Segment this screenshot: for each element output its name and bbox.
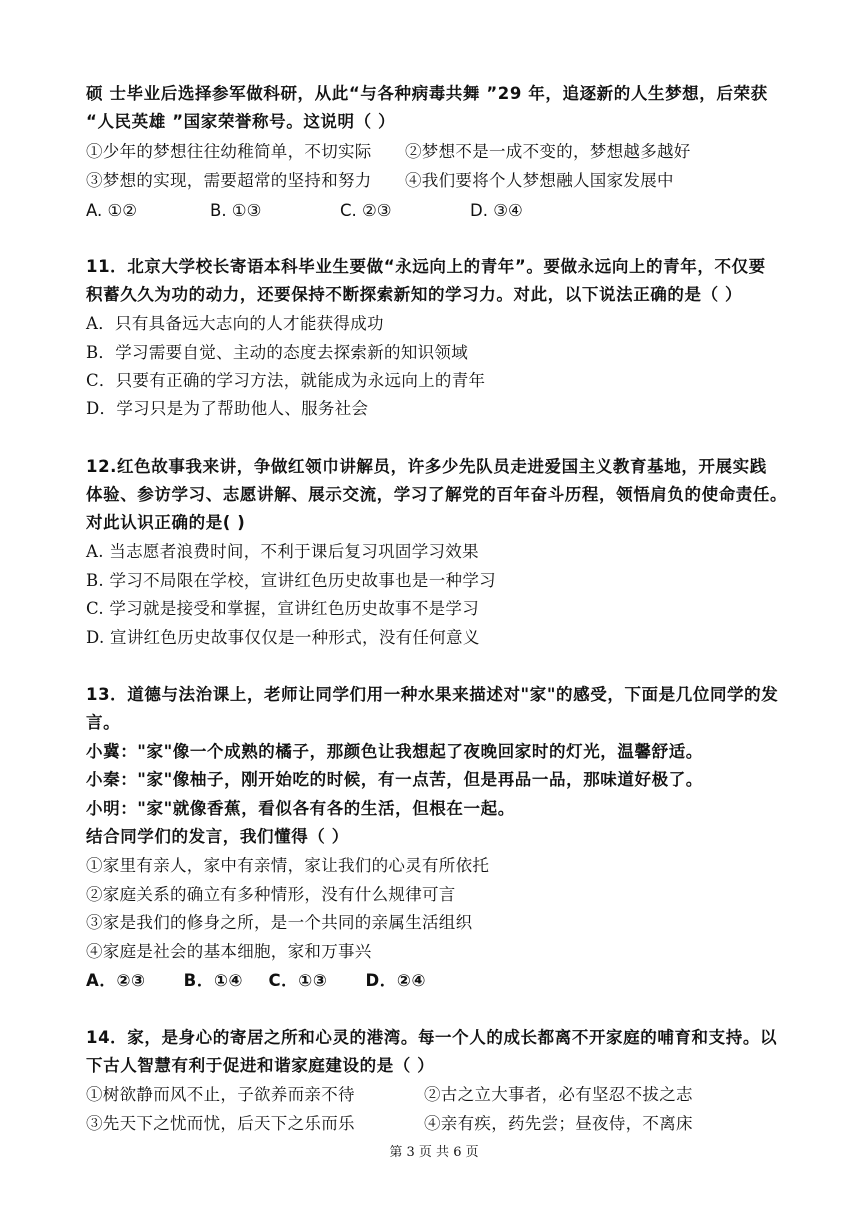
q13-statement-3: ③家是我们的修身之所，是一个共同的亲属生活组织 bbox=[86, 913, 473, 932]
q12-stem-line2: 体验、参访学习、志愿讲解、展示交流，学习了解党的百年奋斗历程，领悟肩负的使命责任。 bbox=[86, 485, 788, 504]
q11-option-c: C．只要有正确的学习方法，就能成为永远向上的青年 bbox=[86, 371, 486, 390]
q10-stem-line2: “人民英雄 ”国家荣誉称号。这说明（ ） bbox=[86, 112, 396, 131]
q11-option-b: B．学习需要自觉、主动的态度去探索新的知识领域 bbox=[86, 343, 469, 362]
q14-stem-line1: 14．家，是身心的寄居之所和心灵的港湾。每一个人的成长都离不开家庭的哺育和支持。以 bbox=[86, 1028, 778, 1047]
q13-statement-2: ②家庭关系的确立有多种情形，没有什么规律可言 bbox=[86, 885, 456, 904]
q12-option-a: A. 当志愿者浪费时间，不利于课后复习巩固学习效果 bbox=[86, 542, 479, 561]
q12-stem-line1: 12.红色故事我来讲，争做红领巾讲解员，许多少先队员走进爱国主义教育基地，开展实践 bbox=[86, 457, 767, 476]
q14-statement-4: ④亲有疾，药先尝；昼夜侍，不离床 bbox=[424, 1114, 693, 1133]
q14-stem-line2: 下古人智慧有利于促进和谐家庭建设的是（ ） bbox=[86, 1056, 435, 1075]
q13-options: A．②③ B．①④ C．①③ D．②④ bbox=[86, 971, 427, 990]
q13-speech-1: 小冀："家"像一个成熟的橘子，那颜色让我想起了夜晚回家时的灯光，温馨舒适。 bbox=[86, 742, 703, 761]
page-number-footer: 第 3 页 共 6 页 bbox=[389, 1145, 479, 1160]
q14-statement-2: ②古之立大事者，必有坚忍不拔之志 bbox=[424, 1085, 693, 1104]
q10-statement-2: ②梦想不是一成不变的，梦想越多越好 bbox=[405, 142, 691, 161]
q10-statement-4: ④我们要将个人梦想融人国家发展中 bbox=[405, 171, 674, 190]
q11-stem-line2: 积蓄久久为功的动力，还要保持不断探索新知的学习力。对此，以下说法正确的是（ ） bbox=[86, 285, 743, 304]
q12-option-b: B. 学习不局限在学校，宣讲红色历史故事也是一种学习 bbox=[86, 571, 496, 590]
q12-option-d: D. 宣讲红色历史故事仅仅是一种形式，没有任何意义 bbox=[86, 628, 480, 647]
q10-statement-1: ①少年的梦想往往幼稚简单，不切实际 bbox=[86, 142, 372, 161]
q10-statement-3: ③梦想的实现，需要超常的坚持和努力 bbox=[86, 171, 372, 190]
q11-option-d: D．学习只是为了帮助他人、服务社会 bbox=[86, 399, 369, 418]
q10-option-d: D. ③④ bbox=[470, 201, 523, 220]
q13-speech-3: 小明："家"就像香蕉，看似各有各的生活，但根在一起。 bbox=[86, 799, 515, 818]
q12-option-c: C. 学习就是接受和掌握，宣讲红色历史故事不是学习 bbox=[86, 599, 480, 618]
q14-statement-1: ①树欲静而风不止，子欲养而亲不待 bbox=[86, 1085, 355, 1104]
q10-stem-line1: 硕 士毕业后选择参军做科研，从此“与各种病毒共舞 ”29 年，追逐新的人生梦想，后荣获 bbox=[86, 84, 768, 103]
q13-stem-line2: 言。 bbox=[86, 713, 121, 732]
q11-option-a: A．只有具备远大志向的人才能获得成功 bbox=[86, 314, 384, 333]
q10-option-c: C. ②③ bbox=[340, 201, 392, 220]
q10-option-b: B. ①③ bbox=[210, 201, 262, 220]
q13-stem-line1: 13．道德与法治课上，老师让同学们用一种水果来描述对"家"的感受，下面是几位同学的发 bbox=[86, 685, 779, 704]
q10-option-a: A. ①② bbox=[86, 201, 138, 220]
q12-stem-line3: 对此认识正确的是( ) bbox=[86, 513, 246, 532]
q13-statement-1: ①家里有亲人，家中有亲情，家让我们的心灵有所依托 bbox=[86, 856, 490, 875]
q13-speech-2: 小秦："家"像柚子，刚开始吃的时候，有一点苦，但是再品一品，那味道好极了。 bbox=[86, 770, 703, 789]
q13-statement-4: ④家庭是社会的基本细胞，家和万事兴 bbox=[86, 942, 372, 961]
q14-statement-3: ③先天下之忧而忧，后天下之乐而乐 bbox=[86, 1114, 355, 1133]
q13-stem-question: 结合同学们的发言，我们懂得（ ） bbox=[86, 827, 349, 846]
q11-stem-line1: 11．北京大学校长寄语本科毕业生要做“永远向上的青年”。要做永远向上的青年，不仅要 bbox=[86, 257, 766, 276]
